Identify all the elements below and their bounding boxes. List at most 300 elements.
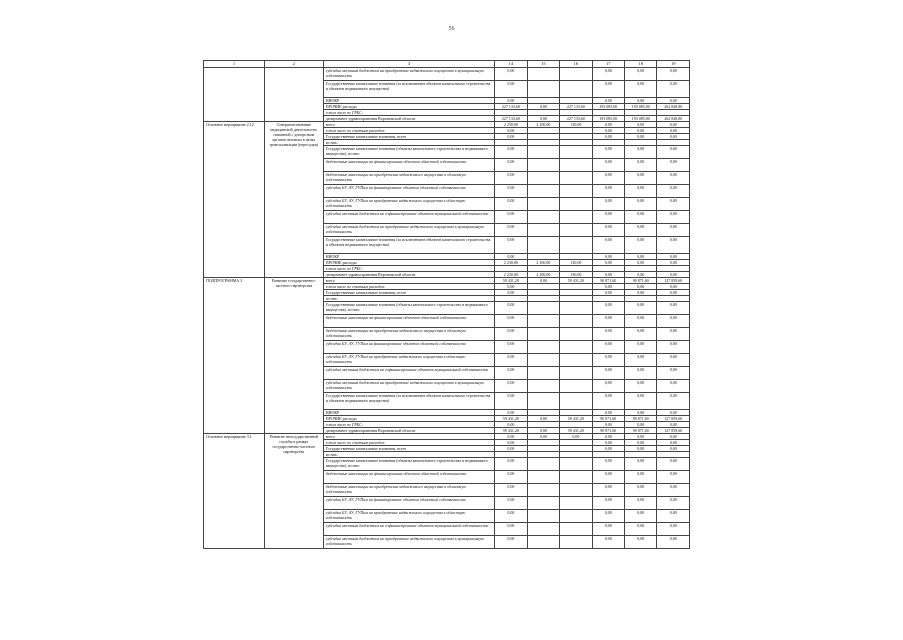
expense-label-cell: Государственные капитальные вложения, всего [323, 290, 494, 296]
expense-label-cell: субсидии местным бюджетам на софинансирование объектов муниципальной собственности [323, 211, 494, 224]
expense-label-cell: субсидии местным бюджетам на приобретение недвижимого имущества в муниципальную собственность [323, 224, 494, 237]
value-cell: 90 871,60 [625, 416, 657, 422]
value-cell [527, 536, 559, 549]
value-cell: 2 100,00 [527, 122, 559, 128]
value-cell: 0,00 [495, 254, 527, 260]
value-cell: 0,00 [495, 471, 527, 484]
expense-label-cell: НИОКР [323, 410, 494, 416]
value-cell: 0,00 [625, 68, 657, 81]
value-cell [527, 211, 559, 224]
value-cell: 0,00 [657, 81, 690, 98]
expense-label-cell: бюджетные инвестиции на финансирование объектов областной собственности [323, 159, 494, 172]
value-cell: 0,00 [495, 302, 527, 315]
value-cell: 0,00 [592, 260, 624, 266]
value-cell: 0,00 [625, 341, 657, 354]
value-cell: 0,00 [592, 380, 624, 393]
value-cell [560, 81, 592, 98]
expense-label-cell: бюджетные инвестиции на приобретение недвижимого имущества в областную собственность [323, 328, 494, 341]
page-number: 56 [448, 26, 455, 32]
value-cell: 0,00 [592, 224, 624, 237]
value-cell [560, 185, 592, 198]
value-cell: 0,00 [625, 272, 657, 278]
value-cell: 0,00 [592, 284, 624, 290]
value-cell: 0,00 [625, 523, 657, 536]
value-cell: 0,00 [657, 367, 690, 380]
value-cell: 0,00 [495, 81, 527, 98]
value-cell: 0,00 [625, 410, 657, 416]
expense-label-cell: в том числе по ГРБС: [323, 266, 494, 272]
value-cell: 0,00 [560, 434, 592, 440]
activity-name-cell: Основное мероприятие 3.1 [204, 434, 265, 549]
activity-title-cell: Развитие государственно-частного партнерства [264, 278, 323, 434]
value-cell [527, 68, 559, 81]
value-cell: 0,00 [657, 510, 690, 523]
value-cell: 0,00 [592, 81, 624, 98]
value-cell: 0,00 [592, 328, 624, 341]
value-cell [527, 497, 559, 510]
expense-label-cell: в том числе по ГРБС: [323, 110, 494, 116]
value-cell: 193 085,00 [592, 104, 624, 110]
expense-label-cell: всего [323, 278, 494, 284]
value-cell [560, 536, 592, 549]
value-cell: 0,00 [495, 367, 527, 380]
expense-label-cell: субсидии БУ, АУ, ГУПам на финансирование объектов областной собственности [323, 497, 494, 510]
value-cell: 0,00 [592, 128, 624, 134]
value-cell: 0,00 [592, 458, 624, 471]
value-cell: 0,00 [657, 440, 690, 446]
value-cell: 0,00 [592, 290, 624, 296]
value-cell: 0,00 [625, 172, 657, 185]
value-cell: 0,00 [657, 458, 690, 471]
value-cell: 0,00 [495, 341, 527, 354]
value-cell: 0,00 [592, 122, 624, 128]
value-cell: 59 431,20 [495, 416, 527, 422]
value-cell: 0,00 [657, 536, 690, 549]
value-cell: 0,00 [495, 393, 527, 410]
value-cell: 0,00 [592, 198, 624, 211]
value-cell: 193 085,00 [592, 116, 624, 122]
value-cell: 227 133,60 [495, 104, 527, 110]
value-cell: 0,00 [657, 434, 690, 440]
value-cell: 0,00 [625, 471, 657, 484]
value-cell: 0,00 [657, 272, 690, 278]
value-cell: 59 431,20 [560, 416, 592, 422]
value-cell: 0,00 [657, 68, 690, 81]
expense-label-cell: в том числе по статьям расходов: [323, 440, 494, 446]
value-cell: 0,00 [495, 284, 527, 290]
expense-label-cell: Государственные капитальные вложения (за исключением объектов капитального строительства и объектов недвижимого имущества) [323, 81, 494, 98]
value-cell: 0,00 [625, 458, 657, 471]
expense-label-cell: субсидии местным бюджетам на приобретение недвижимого имущества в муниципальную собственность [323, 68, 494, 81]
value-cell: 0,00 [657, 446, 690, 452]
activity-name-cell: ПОДПРОГРАММА 3 [204, 278, 265, 434]
table-row [204, 68, 690, 81]
value-cell [527, 185, 559, 198]
value-cell: 0,00 [657, 290, 690, 296]
value-cell [527, 341, 559, 354]
value-cell [527, 302, 559, 315]
value-cell [527, 172, 559, 185]
value-cell: 0,00 [657, 98, 690, 104]
value-cell [560, 302, 592, 315]
value-cell: 193 085,00 [625, 116, 657, 122]
value-cell: 227 133,60 [495, 116, 527, 122]
value-cell: 0,00 [592, 510, 624, 523]
value-cell: 0,00 [495, 172, 527, 185]
value-cell: 0,00 [592, 422, 624, 428]
value-cell [560, 523, 592, 536]
value-cell [527, 224, 559, 237]
value-cell: 130,00 [560, 260, 592, 266]
expense-label-cell: субсидии БУ, АУ, ГУПам на финансирование объектов областной собственности [323, 341, 494, 354]
value-cell: 0,00 [495, 446, 527, 452]
value-cell: 0,00 [625, 146, 657, 159]
value-cell: 0,00 [495, 134, 527, 140]
value-cell: 0,00 [495, 198, 527, 211]
value-cell: 0,00 [592, 272, 624, 278]
header-cell: 17 [592, 61, 624, 68]
expense-label-cell: бюджетные инвестиции на финансирование объектов областной собственности [323, 315, 494, 328]
value-cell: 0,00 [495, 510, 527, 523]
expense-label-cell: Государственные капитальные вложения (объекты капитального строительства и недвижимого имущества), из них: [323, 146, 494, 159]
expense-label-cell: всего [323, 122, 494, 128]
expense-label-cell: из них: [323, 296, 494, 302]
value-cell [560, 510, 592, 523]
value-cell: 0,00 [625, 497, 657, 510]
value-cell: 0,00 [657, 122, 690, 128]
value-cell: 0,00 [625, 122, 657, 128]
expense-label-cell: субсидии местным бюджетам на софинансирование объектов муниципальной собственности [323, 523, 494, 536]
value-cell [527, 458, 559, 471]
value-cell [560, 458, 592, 471]
header-cell: 14 [495, 61, 527, 68]
value-cell: 0,00 [657, 302, 690, 315]
expense-label-cell: Государственные капитальные вложения (объекты капитального строительства и недвижимого имущества), из них: [323, 458, 494, 471]
value-cell: 0,00 [625, 159, 657, 172]
value-cell: 0,00 [592, 410, 624, 416]
value-cell: 0,00 [495, 98, 527, 104]
value-cell: 127 859,60 [657, 428, 690, 434]
value-cell: 0,00 [657, 422, 690, 428]
value-cell: 0,00 [495, 422, 527, 428]
value-cell: 0,00 [592, 497, 624, 510]
value-cell: 0,00 [625, 536, 657, 549]
value-cell: 0,00 [495, 536, 527, 549]
value-cell: 0,00 [592, 146, 624, 159]
expense-label-cell: из них: [323, 140, 494, 146]
value-cell: 0,00 [625, 422, 657, 428]
expense-label-cell: департамент здравоохранения Воронежской области [323, 272, 494, 278]
value-cell [560, 497, 592, 510]
expense-label-cell: субсидии БУ, АУ, ГУПам на приобретение недвижимого имущества в областную собственность [323, 510, 494, 523]
value-cell: 0,00 [625, 302, 657, 315]
value-cell: 0,00 [592, 185, 624, 198]
value-cell: 0,00 [657, 198, 690, 211]
value-cell: 0,00 [657, 254, 690, 260]
value-cell [527, 198, 559, 211]
value-cell [527, 354, 559, 367]
value-cell: 0,00 [527, 104, 559, 110]
value-cell: 0,00 [625, 315, 657, 328]
value-cell [527, 510, 559, 523]
value-cell: 0,00 [527, 428, 559, 434]
value-cell: 2 100,00 [527, 260, 559, 266]
expense-label-cell: ПРОЧИЕ расходы [323, 104, 494, 110]
value-cell: 0,00 [495, 434, 527, 440]
expense-label-cell: из них: [323, 452, 494, 458]
value-cell [560, 341, 592, 354]
value-cell: 0,00 [625, 198, 657, 211]
value-cell: 0,00 [592, 68, 624, 81]
value-cell: 0,00 [495, 159, 527, 172]
value-cell: 193 085,00 [625, 104, 657, 110]
value-cell: 0,00 [657, 484, 690, 497]
expense-label-cell: субсидии местным бюджетам на приобретение недвижимого имущества в муниципальную собственность [323, 536, 494, 549]
value-cell: 0,00 [495, 237, 527, 254]
value-cell: 90 871,60 [625, 278, 657, 284]
value-cell: 0,00 [592, 354, 624, 367]
value-cell: 0,00 [592, 367, 624, 380]
value-cell: 0,00 [592, 159, 624, 172]
expense-label-cell: субсидии местным бюджетам на приобретение недвижимого имущества в муниципальную собственность [323, 380, 494, 393]
value-cell: 0,00 [657, 315, 690, 328]
value-cell: 0,00 [592, 315, 624, 328]
value-cell: 0,00 [495, 410, 527, 416]
value-cell: 0,00 [625, 328, 657, 341]
value-cell: 2 230,00 [495, 260, 527, 266]
expense-label-cell: департамент здравоохранения Воронежской области [323, 116, 494, 122]
value-cell: 0,00 [495, 497, 527, 510]
value-cell: 0,00 [625, 98, 657, 104]
value-cell: 0,00 [625, 284, 657, 290]
value-cell [560, 380, 592, 393]
value-cell [527, 380, 559, 393]
value-cell: 130,00 [560, 272, 592, 278]
value-cell: 0,00 [625, 484, 657, 497]
value-cell: 0,00 [495, 290, 527, 296]
value-cell: 0,00 [657, 146, 690, 159]
activity-name-cell [204, 68, 265, 122]
value-cell: 0,00 [625, 81, 657, 98]
value-cell [560, 224, 592, 237]
value-cell: 2 230,00 [495, 122, 527, 128]
header-cell: 16 [560, 61, 592, 68]
value-cell: 262 848,80 [657, 104, 690, 110]
value-cell: 0,00 [657, 172, 690, 185]
value-cell: 0,00 [495, 380, 527, 393]
value-cell: 0,00 [592, 172, 624, 185]
value-cell [527, 81, 559, 98]
value-cell: 90 871,60 [592, 416, 624, 422]
value-cell: 2 230,00 [495, 272, 527, 278]
activity-title-cell: Совершенствование медицинской деятельности, связанной с донорством органов человека в целях трансплантации (пересадки) [264, 122, 323, 278]
value-cell [560, 484, 592, 497]
value-cell: 59 431,20 [495, 428, 527, 434]
value-cell: 0,00 [592, 98, 624, 104]
value-cell: 0,00 [592, 254, 624, 260]
header-cell: 3 [323, 61, 494, 68]
value-cell: 0,00 [495, 523, 527, 536]
expense-label-cell: Государственные капитальные вложения, всего [323, 446, 494, 452]
value-cell [560, 471, 592, 484]
expense-label-cell: в том числе по статьям расходов: [323, 128, 494, 134]
header-cell: 18 [625, 61, 657, 68]
expense-label-cell: бюджетные инвестиции на финансирование объектов областной собственности [323, 471, 494, 484]
value-cell: 0,00 [495, 354, 527, 367]
value-cell: 0,00 [527, 416, 559, 422]
value-cell: 59 431,20 [560, 278, 592, 284]
value-cell: 0,00 [657, 284, 690, 290]
value-cell: 262 848,80 [657, 116, 690, 122]
value-cell: 0,00 [592, 471, 624, 484]
value-cell: 0,00 [625, 354, 657, 367]
value-cell: 0,00 [625, 393, 657, 410]
value-cell: 0,00 [625, 224, 657, 237]
value-cell: 0,00 [495, 224, 527, 237]
value-cell: 0,00 [625, 440, 657, 446]
value-cell: 0,00 [625, 237, 657, 254]
activity-title-cell [264, 68, 323, 122]
value-cell: 59 431,20 [560, 428, 592, 434]
value-cell: 0,00 [592, 440, 624, 446]
value-cell [560, 211, 592, 224]
value-cell: 0,00 [657, 237, 690, 254]
value-cell [527, 315, 559, 328]
value-cell: 0,00 [625, 185, 657, 198]
value-cell: 0,00 [657, 134, 690, 140]
value-cell: 0,00 [657, 354, 690, 367]
value-cell: 0,00 [592, 523, 624, 536]
expense-label-cell: в том числе по статьям расходов: [323, 284, 494, 290]
value-cell: 90 871,60 [592, 278, 624, 284]
value-cell: 0,00 [657, 410, 690, 416]
value-cell [527, 523, 559, 536]
value-cell: 0,00 [495, 128, 527, 134]
value-cell [560, 393, 592, 410]
value-cell [560, 172, 592, 185]
value-cell: 0,00 [527, 434, 559, 440]
budget-table-body [204, 61, 690, 549]
value-cell: 0,00 [657, 341, 690, 354]
value-cell [560, 146, 592, 159]
activity-title-cell: Развитие негосударственной службы в рамках государственно-частного партнерства [264, 434, 323, 549]
value-cell: 130,00 [560, 122, 592, 128]
value-cell: 0,00 [625, 290, 657, 296]
value-cell: 0,00 [495, 440, 527, 446]
budget-table [203, 60, 690, 549]
value-cell: 0,00 [657, 260, 690, 266]
value-cell [527, 471, 559, 484]
value-cell [560, 159, 592, 172]
value-cell: 0,00 [625, 260, 657, 266]
value-cell: 0,00 [625, 128, 657, 134]
value-cell [527, 237, 559, 254]
value-cell: 0,00 [527, 278, 559, 284]
expense-label-cell: НИОКР [323, 98, 494, 104]
expense-label-cell: департамент здравоохранения Воронежской области [323, 428, 494, 434]
activity-name-cell: Основное мероприятие 2.12 [204, 122, 265, 278]
value-cell: 0,00 [592, 341, 624, 354]
value-cell: 59 431,20 [495, 278, 527, 284]
header-cell: 19 [657, 61, 690, 68]
value-cell: 0,00 [657, 497, 690, 510]
expense-label-cell: субсидии БУ, АУ, ГУПам на приобретение недвижимого имущества в областную собственность [323, 354, 494, 367]
value-cell: 0,00 [495, 484, 527, 497]
value-cell [560, 367, 592, 380]
expense-label-cell: Государственные капитальные вложения (объекты капитального строительства и недвижимого имущества), из них: [323, 302, 494, 315]
expense-label-cell: субсидии БУ, АУ, ГУПам на финансирование объектов областной собственности [323, 185, 494, 198]
value-cell: 0,00 [657, 224, 690, 237]
value-cell: 0,00 [592, 134, 624, 140]
value-cell: 0,00 [495, 328, 527, 341]
value-cell: 0,00 [592, 434, 624, 440]
value-cell [560, 315, 592, 328]
value-cell: 0,00 [495, 458, 527, 471]
value-cell [560, 68, 592, 81]
value-cell: 0,00 [592, 237, 624, 254]
expense-label-cell: бюджетные инвестиции на приобретение недвижимого имущества в областную собственность [323, 172, 494, 185]
value-cell: 0,00 [592, 536, 624, 549]
value-cell: 2 100,00 [527, 272, 559, 278]
value-cell [527, 328, 559, 341]
value-cell: 0,00 [625, 446, 657, 452]
value-cell: 0,00 [592, 302, 624, 315]
value-cell [560, 237, 592, 254]
value-cell: 0,00 [625, 434, 657, 440]
value-cell: 0,00 [527, 116, 559, 122]
value-cell: 0,00 [657, 471, 690, 484]
expense-label-cell: НИОКР [323, 254, 494, 260]
value-cell: 0,00 [495, 211, 527, 224]
value-cell: 0,00 [592, 211, 624, 224]
value-cell: 0,00 [657, 185, 690, 198]
expense-label-cell: бюджетные инвестиции на приобретение недвижимого имущества в областную собственность [323, 484, 494, 497]
value-cell: 0,00 [592, 393, 624, 410]
value-cell: 0,00 [657, 211, 690, 224]
value-cell: 0,00 [625, 510, 657, 523]
value-cell: 90 871,60 [625, 428, 657, 434]
header-cell: 15 [527, 61, 559, 68]
value-cell: 0,00 [625, 134, 657, 140]
value-cell: 0,00 [495, 315, 527, 328]
value-cell: 0,00 [657, 159, 690, 172]
value-cell: 0,00 [592, 484, 624, 497]
value-cell [527, 484, 559, 497]
expense-label-cell: в том числе по ГРБС: [323, 422, 494, 428]
header-cell: 2 [264, 61, 323, 68]
value-cell [527, 146, 559, 159]
value-cell: 0,00 [625, 367, 657, 380]
value-cell: 0,00 [657, 523, 690, 536]
value-cell [527, 367, 559, 380]
value-cell: 0,00 [657, 380, 690, 393]
value-cell [560, 328, 592, 341]
value-cell: 127 859,60 [657, 416, 690, 422]
value-cell: 227 133,60 [560, 104, 592, 110]
expense-label-cell: Государственные капитальные вложения (за исключением объектов капитального строительства и объектов недвижимого имущества) [323, 237, 494, 254]
value-cell: 90 871,60 [592, 428, 624, 434]
header-cell: 1 [204, 61, 265, 68]
value-cell [527, 159, 559, 172]
value-cell: 0,00 [495, 146, 527, 159]
table-header-row [204, 61, 690, 68]
expense-label-cell: ПРОЧИЕ расходы [323, 260, 494, 266]
value-cell: 0,00 [495, 185, 527, 198]
value-cell: 0,00 [657, 128, 690, 134]
expense-label-cell: Государственные капитальные вложения (за исключением объектов капитального строительства и объектов недвижимого имущества) [323, 393, 494, 410]
value-cell [527, 393, 559, 410]
value-cell: 0,00 [625, 380, 657, 393]
